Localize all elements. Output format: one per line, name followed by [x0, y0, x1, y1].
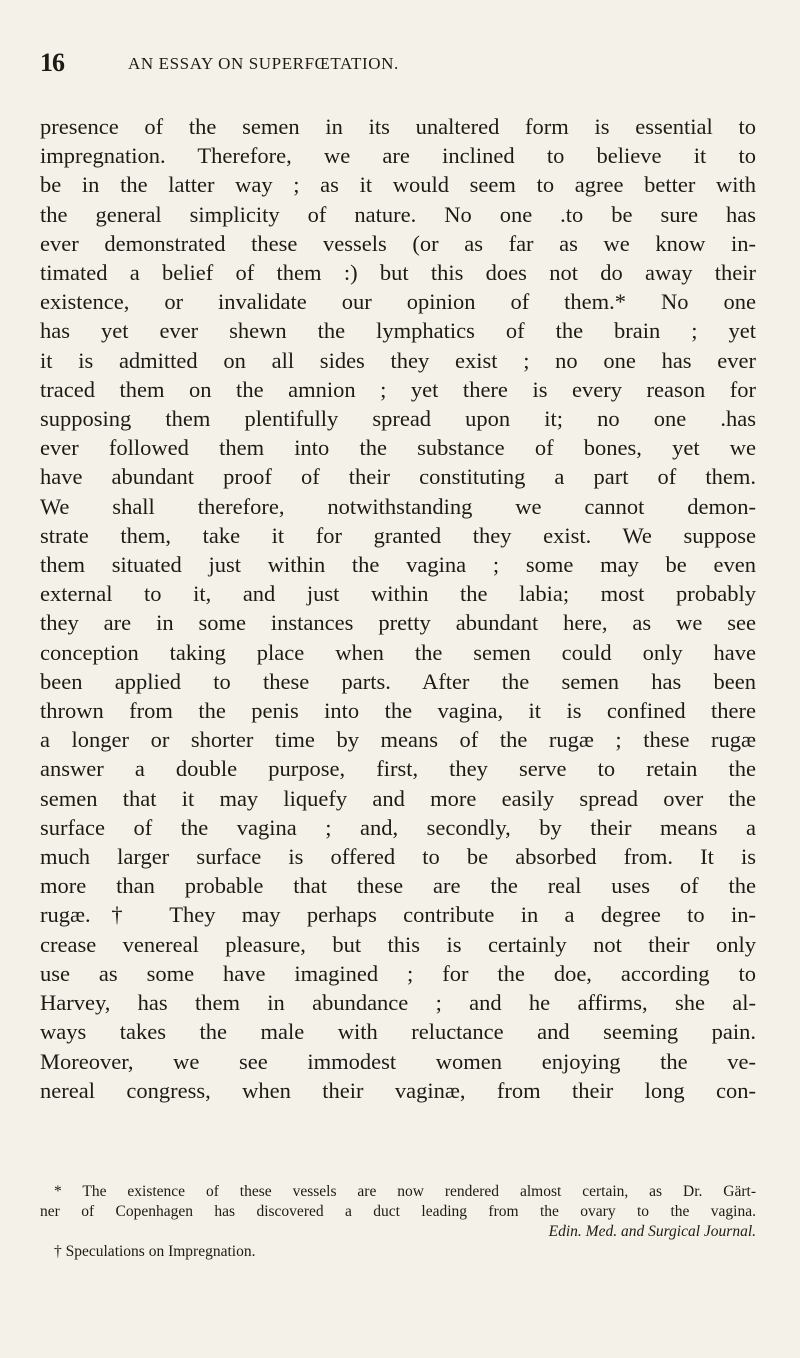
text-line: presence of the semen in its unaltered form is essential to — [40, 114, 756, 139]
text-line: timated a belief of them :) but this does not do away their — [40, 260, 756, 286]
text-line: use as some have imagined ; for the doe, according to — [40, 960, 756, 986]
page-number: 16 — [40, 48, 64, 77]
text-line: ways takes the male with reluctance and seeming pain. — [40, 1019, 756, 1045]
text-line: conception taking place when the semen could only have — [40, 639, 756, 665]
text-line: existence, or invalidate our opinion of them.* No one — [40, 289, 756, 315]
text-line: We shall therefore, notwithstanding we cannot demon- — [40, 493, 756, 519]
footnote-1-line-1: * The existence of these vessels are now rendered almost certain, as Dr. Gärt- — [54, 1183, 756, 1200]
text-line: Harvey, has them in abundance ; and he affirms, she al- — [40, 990, 756, 1016]
footnote-1-line-2: ner of Copenhagen has discovered a duct leading from the ovary to the vagina. — [40, 1203, 756, 1220]
text-line: have abundant proof of their constituting a part of them. — [40, 464, 756, 490]
text-line: them situated just within the vagina ; some may be even — [40, 552, 756, 578]
text-line: strate them, take it for granted they exist. We suppose — [40, 522, 756, 548]
running-title: AN ESSAY ON SUPERFŒTATION. — [128, 54, 399, 73]
text-line: supposing them plentifully spread upon it; no one .has — [40, 406, 756, 432]
text-line: answer a double purpose, first, they serve to retain the — [40, 756, 756, 782]
text-line: nereal congress, when their vaginæ, from their long con- — [40, 1077, 756, 1103]
text-line: crease venereal pleasure, but this is certainly not their only — [40, 931, 756, 957]
text-line: external to it, and just within the labia; most probably — [40, 581, 756, 607]
text-line: ever demonstrated these vessels (or as far as we know in- — [40, 230, 756, 256]
body-text — [40, 112, 756, 1105]
text-line: ever followed them into the substance of bones, yet we — [40, 435, 756, 461]
text-line: be in the latter way ; as it would seem to agree better with — [40, 172, 756, 198]
text-line: more than probable that these are the real uses of the — [40, 873, 756, 899]
text-line: a longer or shorter time by means of the rugæ ; these rugæ — [40, 727, 756, 753]
page-header — [40, 48, 760, 78]
text-line: rugæ.† They may perhaps contribute in a degree to in- — [40, 902, 756, 928]
text-line: been applied to these parts. After the semen has been — [40, 668, 756, 694]
text-line: much larger surface is offered to be absorbed from. It is — [40, 844, 756, 870]
text-line: traced them on the amnion ; yet there is every reason for — [40, 376, 756, 402]
text-line: semen that it may liquefy and more easily spread over the — [40, 785, 756, 811]
text-line: Moreover, we see immodest women enjoying the ve- — [40, 1048, 756, 1074]
text-line: thrown from the penis into the vagina, it is confined there — [40, 698, 756, 724]
text-line: the general simplicity of nature. No one .to be sure has — [40, 201, 756, 227]
text-line: has yet ever shewn the lymphatics of the brain ; yet — [40, 318, 756, 344]
text-line: they are in some instances pretty abundant here, as we see — [40, 610, 756, 636]
text-line: surface of the vagina ; and, secondly, by their means a — [40, 814, 756, 840]
text-line: it is admitted on all sides they exist ; no one has ever — [40, 347, 756, 373]
text-line: impregnation. Therefore, we are inclined to believe it to — [40, 143, 756, 169]
footnote-1-source: Edin. Med. and Surgical Journal. — [548, 1223, 756, 1240]
footnotes — [40, 1182, 756, 1262]
footnote-2: † Speculations on Impregnation. — [54, 1243, 256, 1260]
